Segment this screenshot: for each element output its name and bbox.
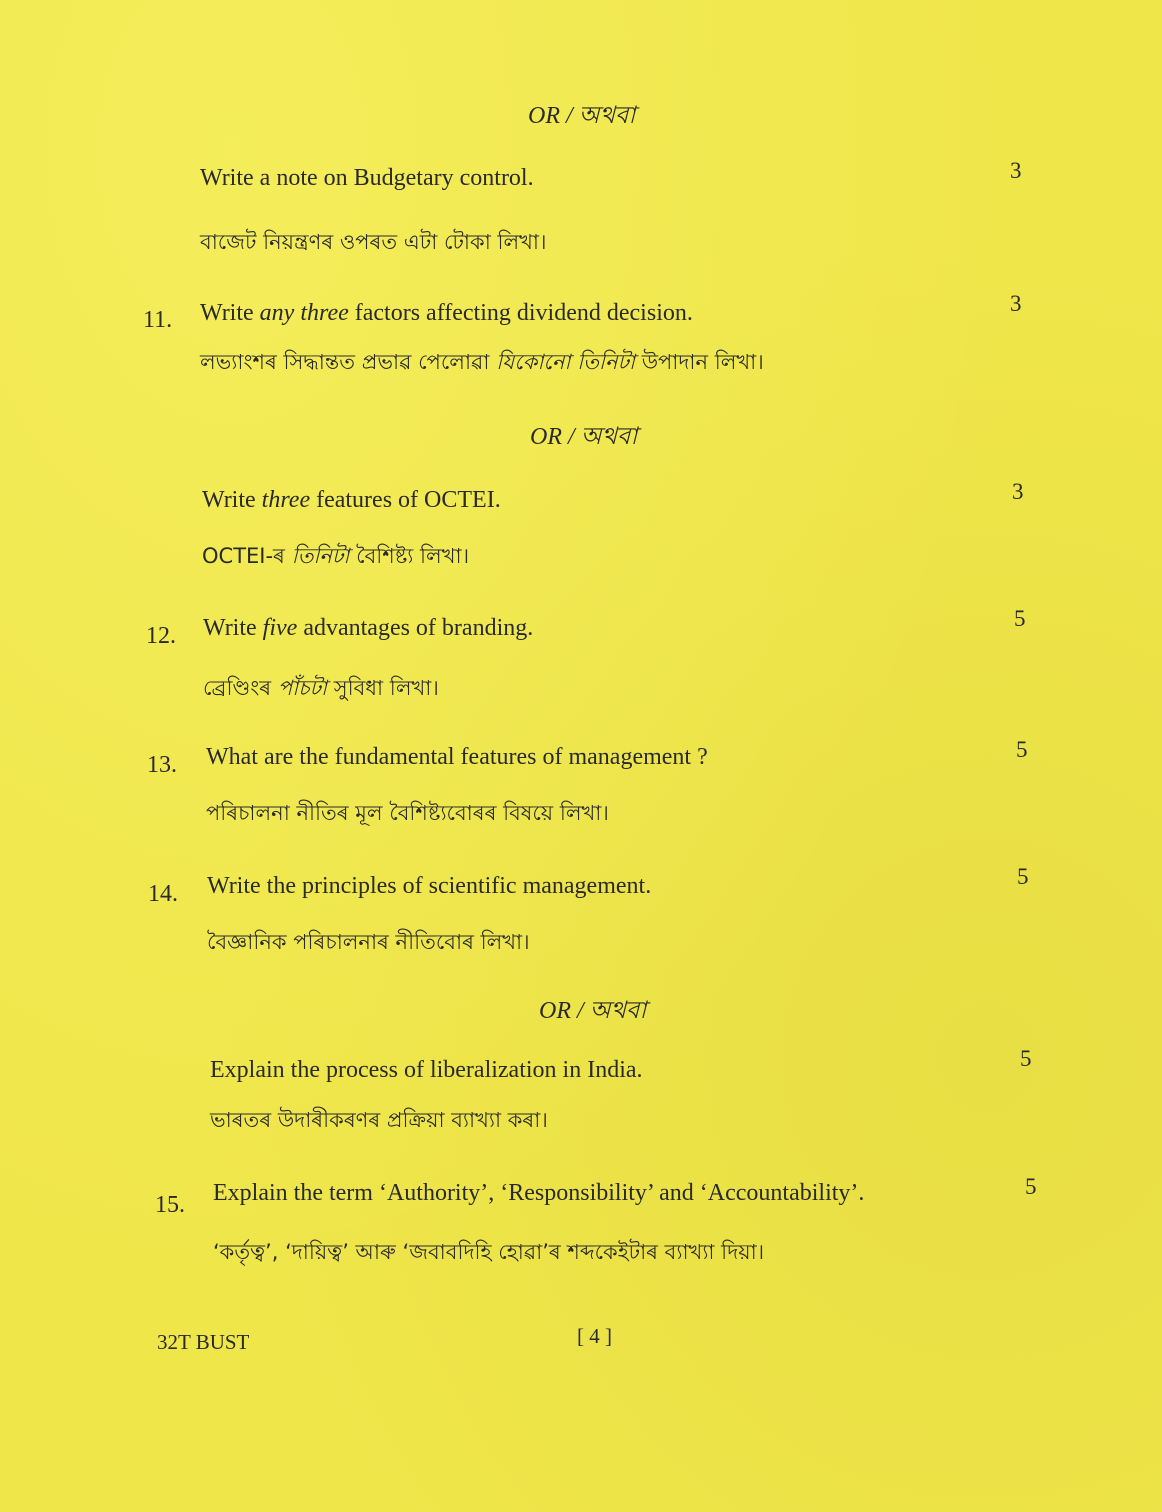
question-text-en: Explain the term ‘Authority’, ‘Responsibility’ and ‘Accountability’. — [213, 1180, 865, 1206]
marks: 5 — [1020, 1046, 1032, 1071]
or-separator: OR / অথবা — [528, 103, 636, 129]
question-text-as: লভ্যাংশৰ সিদ্ধান্তত প্ৰভাৱ পেলোৱা যিকোনো তিনিটা উপাদান লিখা। — [200, 350, 764, 374]
question-text-en: Write any three factors affecting dividend decision. — [200, 300, 693, 326]
question-number: 14. — [148, 881, 178, 907]
question-text-en: Write the principles of scientific management. — [207, 873, 652, 899]
question-text-en: Write five advantages of branding. — [203, 615, 534, 641]
question-text-as: ‘কৰ্তৃত্ব’, ‘দায়িত্ব’ আৰু ‘জবাবদিহি হোৱা’ৰ শব্দকেইটাৰ ব্যাখ্যা দিয়া। — [213, 1240, 765, 1264]
question-text-as: বৈজ্ঞানিক পৰিচালনাৰ নীতিবোৰ লিখা। — [207, 930, 530, 954]
or-separator: OR / অথবা — [539, 998, 647, 1024]
question-text-en: Write a note on Budgetary control. — [200, 165, 534, 191]
marks: 5 — [1025, 1174, 1037, 1199]
question-number: 12. — [146, 623, 176, 649]
marks: 3 — [1010, 158, 1022, 183]
marks: 5 — [1017, 864, 1029, 889]
marks: 3 — [1010, 291, 1022, 316]
question-number: 11. — [143, 307, 173, 333]
question-text-as: ভাৰতৰ উদাৰীকৰণৰ প্ৰক্ৰিয়া ব্যাখ্যা কৰা। — [210, 1108, 548, 1132]
question-text-as: OCTEI-ৰ তিনিটা বৈশিষ্ট্য লিখা। — [202, 544, 470, 568]
question-text-as: পৰিচালনা নীতিৰ মূল বৈশিষ্ট্যবোৰৰ বিষয়ে লিখা। — [206, 801, 609, 825]
marks: 3 — [1012, 479, 1024, 504]
question-text-as: বাজেট নিয়ন্ত্ৰণৰ ওপৰত এটা টোকা লিখা। — [200, 230, 547, 254]
question-text-en: What are the fundamental features of management ? — [206, 744, 708, 770]
question-number: 13. — [147, 752, 177, 778]
paper-code: 32T BUST — [157, 1330, 250, 1354]
or-separator: OR / অথবা — [530, 424, 638, 450]
question-text-en: Explain the process of liberalization in India. — [210, 1057, 643, 1083]
question-text-en: Write three features of OCTEI. — [202, 487, 501, 513]
page-number: [ 4 ] — [577, 1324, 612, 1348]
marks: 5 — [1016, 737, 1028, 762]
question-text-as: ব্ৰেণ্ডিংৰ পাঁচটা সুবিধা লিখা। — [203, 676, 439, 700]
marks: 5 — [1014, 606, 1026, 631]
question-number: 15. — [155, 1192, 185, 1218]
